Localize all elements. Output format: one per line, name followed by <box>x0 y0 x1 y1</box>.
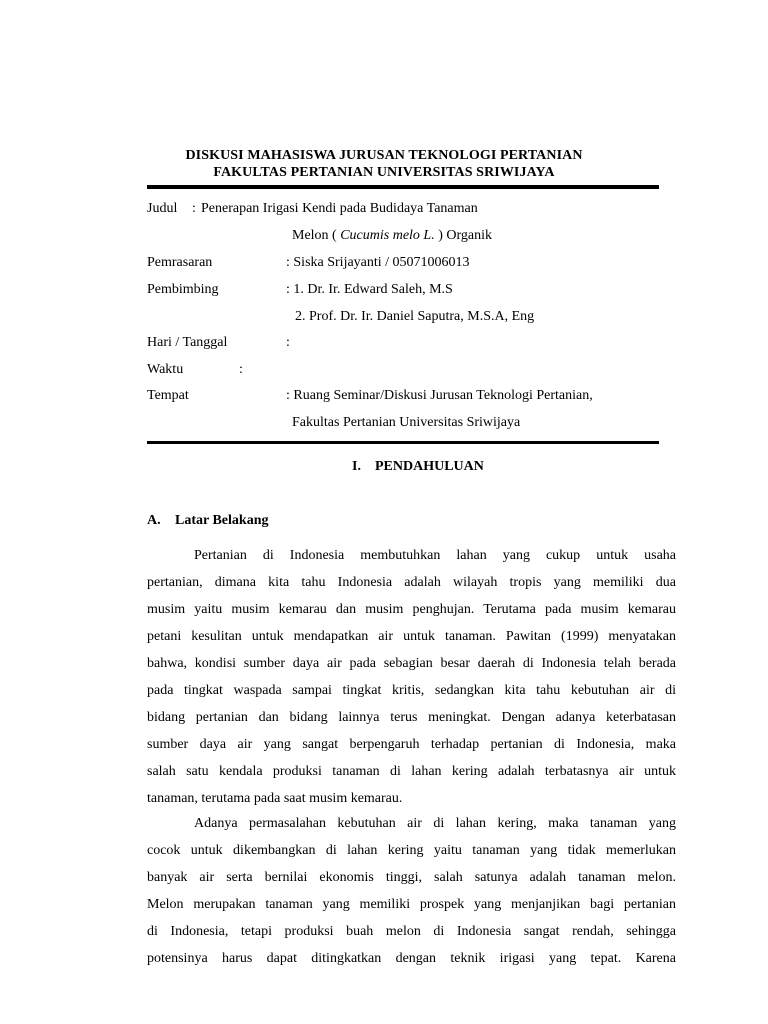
chapter-title: PENDAHULUAN <box>375 459 484 474</box>
tempat-value-2: Fakultas Pertanian Universitas Sriwijaya <box>292 415 521 430</box>
waktu-separator: : <box>239 362 243 377</box>
section-title: Latar Belakang <box>175 513 269 528</box>
judul-line2-post: ) Organik <box>438 228 493 243</box>
pembimbing-label: Pembimbing <box>147 282 219 297</box>
paragraph-line: petani kesulitan untuk mendapatkan air untuk tanaman. Pawitan (1999) menyatakan <box>147 629 676 644</box>
judul-value-line-1: Penerapan Irigasi Kendi pada Budidaya Tanaman <box>201 201 478 216</box>
pemrasaran-label: Pemrasaran <box>147 255 213 270</box>
judul-label: Judul <box>147 201 178 216</box>
hari-tanggal-separator: : <box>286 335 290 350</box>
paragraph-line: sumber daya air yang sangat berpengaruh terhadap pertanian di Indonesia, maka <box>147 737 676 752</box>
judul-scientific-name: Cucumis melo L. <box>340 228 435 243</box>
hari-tanggal-label: Hari / Tanggal <box>147 335 228 350</box>
pembimbing-value-2: 2. Prof. Dr. Ir. Daniel Saputra, M.S.A, Eng <box>295 309 535 324</box>
paragraph-line: cocok untuk dikembangkan di lahan kering yaitu tanaman yang tidak memerlukan <box>147 843 676 858</box>
judul-line2-pre: Melon ( <box>292 228 337 243</box>
paragraph-line: Melon merupakan tanaman yang memiliki prospek yang menjanjikan bagi pertanian <box>147 897 676 912</box>
paragraph-line: bidang pertanian dan bidang lainnya terus meningkat. Dengan adanya keterbatasan <box>147 710 676 725</box>
paragraph-1 <box>147 542 676 812</box>
bottom-rule <box>147 441 659 444</box>
paragraph-line: Adanya permasalahan kebutuhan air di lahan kering, maka tanaman yang <box>194 816 676 831</box>
paragraph-line: bahwa, kondisi sumber daya air pada sebagian besar daerah di Indonesia telah berada <box>147 656 676 671</box>
paragraph-line: di Indonesia, tetapi produksi buah melon di Indonesia sangat rendah, sehingga <box>147 924 676 939</box>
paragraph-line: salah satu kendala produksi tanaman di lahan kering adalah terbatasnya air untuk <box>147 764 676 779</box>
paragraph-line: pada tingkat waspada sampai tingkat kritis, sedangkan kita tahu kebutuhan air di <box>147 683 676 698</box>
paragraph-line: tanaman, terutama pada saat musim kemarau. <box>147 791 403 806</box>
pemrasaran-value: : Siska Srijayanti / 05071006013 <box>286 255 470 270</box>
paragraph-line: Pertanian di Indonesia membutuhkan lahan yang cukup untuk usaha <box>194 548 676 563</box>
header-line-1: DISKUSI MAHASISWA JURUSAN TEKNOLOGI PERTANIAN <box>185 148 583 163</box>
paragraph-line: potensinya harus dapat ditingkatkan dengan teknik irigasi yang tepat. Karena <box>147 951 676 966</box>
paragraph-line: pertanian, dimana kita tahu Indonesia adalah wilayah tropis yang memiliki dua <box>147 575 676 590</box>
waktu-label: Waktu <box>147 362 184 377</box>
paragraph-2 <box>147 810 676 972</box>
tempat-label: Tempat <box>147 388 189 403</box>
chapter-number: I. <box>352 459 361 474</box>
judul-separator: : <box>192 201 196 216</box>
section-letter: A. <box>147 513 161 528</box>
tempat-value-1: : Ruang Seminar/Diskusi Jurusan Teknologi Pertanian, <box>286 388 593 403</box>
pembimbing-value-1: : 1. Dr. Ir. Edward Saleh, M.S <box>286 282 453 297</box>
paragraph-line: banyak air serta bernilai ekonomis tinggi, salah satunya adalah tanaman melon. <box>147 870 676 885</box>
paragraph-line: musim yaitu musim kemarau dan musim penghujan. Terutama pada musim kemarau <box>147 602 676 617</box>
header-line-2: FAKULTAS PERTANIAN UNIVERSITAS SRIWIJAYA <box>213 165 555 180</box>
judul-value-line-2 <box>292 228 492 244</box>
top-rule <box>147 185 659 189</box>
